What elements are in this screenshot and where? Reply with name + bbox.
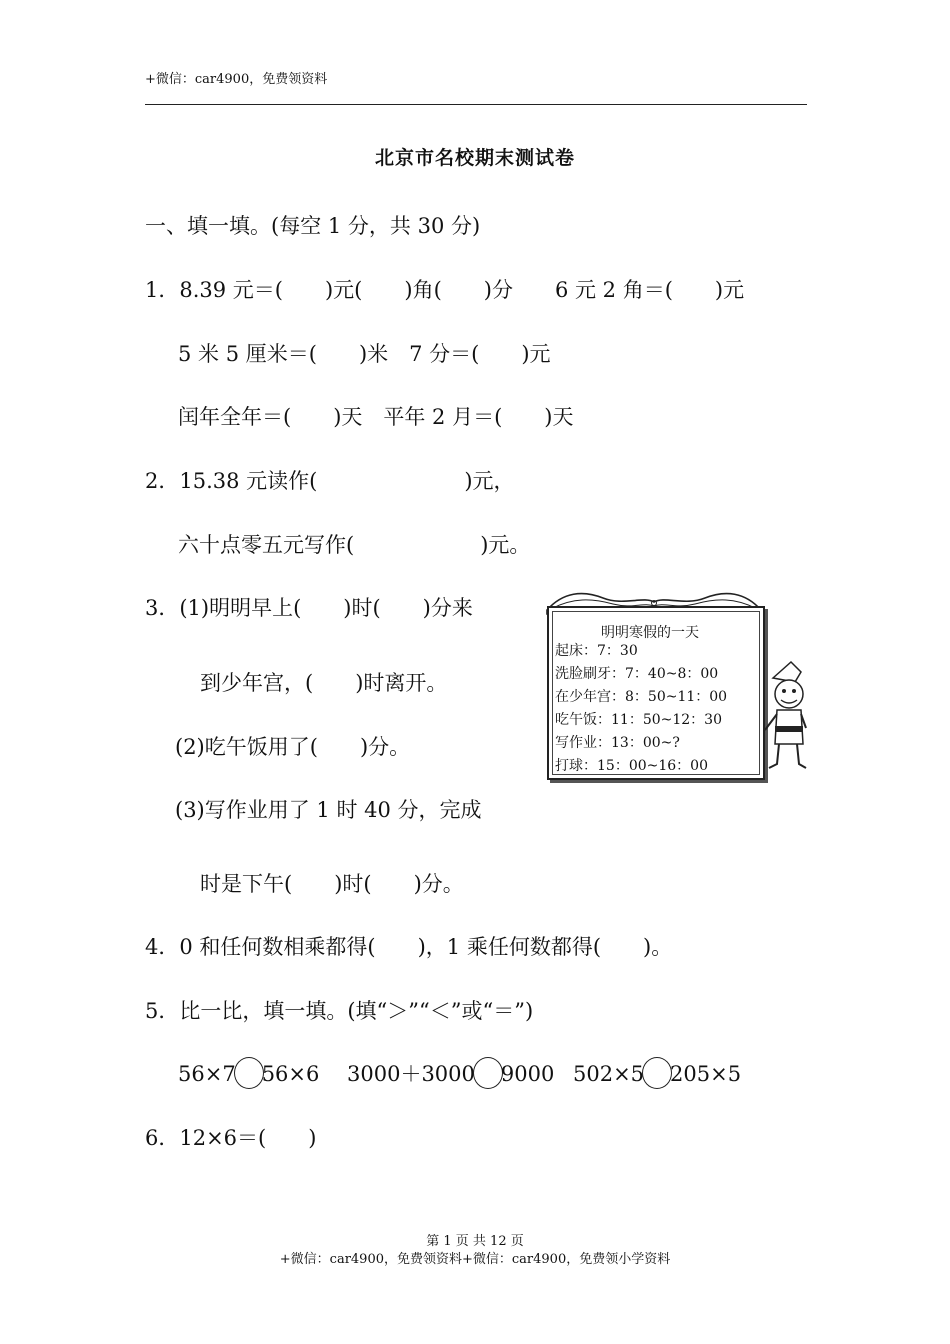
schedule-row: 洗脸刷牙：7：40~8：00 — [555, 666, 719, 682]
answer-circle[interactable] — [473, 1057, 503, 1089]
question-3-line-2: 到少年宫，( )时离开。 — [200, 671, 448, 695]
schedule-row: 打球：15：00~16：00 — [555, 758, 708, 774]
compare-item-2 — [347, 1057, 554, 1089]
schedule-heading: 明明寒假的一天 — [601, 625, 699, 641]
schedule-sign — [543, 588, 807, 780]
header-note: +微信：car4900，免费领资料 — [145, 72, 328, 87]
section-heading: 一、填一填。(每空 1 分，共 30 分) — [145, 214, 481, 238]
question-3-line-3: (2)吃午饭用了( )分。 — [175, 735, 411, 759]
question-1-line-1: 1．8.39 元＝( )元( )角( )分 6 元 2 角＝( )元 — [145, 278, 745, 302]
schedule-row: 写作业：13：00~? — [555, 735, 680, 751]
compare-left: 56×7 — [178, 1062, 236, 1086]
page-title: 北京市名校期末测试卷 — [374, 147, 575, 169]
answer-circle[interactable] — [642, 1057, 672, 1089]
compare-item-3 — [573, 1057, 741, 1089]
question-2-line-2: 六十点零五元写作( )元。 — [178, 533, 531, 557]
compare-item-1 — [178, 1057, 319, 1089]
question-2-line-1: 2．15.38 元读作( )元， — [145, 469, 515, 493]
schedule-row: 在少年宫：8：50~11：00 — [555, 689, 728, 705]
compare-right: 205×5 — [670, 1062, 742, 1086]
compare-right: 9000 — [500, 1062, 555, 1086]
elf-character-icon — [761, 658, 807, 776]
compare-left: 502×5 — [573, 1062, 645, 1086]
question-1-line-2: 5 米 5 厘米＝( )米 7 分＝( )元 — [178, 342, 551, 366]
question-1-line-3: 闰年全年＝( )天 平年 2 月＝( )天 — [178, 405, 574, 429]
answer-circle[interactable] — [234, 1057, 264, 1089]
question-3-line-5: 时是下午( )时( )分。 — [200, 872, 464, 896]
question-6: 6．12×6＝( ) — [145, 1126, 317, 1150]
footer-note: +微信：car4900，免费领资料+微信：car4900，免费领小学资料 — [279, 1252, 671, 1267]
compare-right: 56×6 — [261, 1062, 320, 1086]
schedule-row: 起床：7：30 — [555, 643, 638, 659]
question-5: 5．比一比，填一填。(填“＞”“＜”或“＝”) — [145, 999, 534, 1023]
question-4: 4．0 和任何数相乘都得( )，1 乘任何数都得( )。 — [145, 935, 673, 959]
page-number: 第 1 页 共 12 页 — [426, 1234, 524, 1249]
question-3-line-1: 3．(1)明明早上( )时( )分来 — [145, 596, 473, 620]
question-3-line-4: (3)写作业用了 1 时 40 分，完成 — [175, 798, 482, 822]
compare-left: 3000＋3000 — [347, 1062, 475, 1086]
schedule-row: 吃午饭：11：50~12：30 — [555, 712, 722, 728]
header-divider — [145, 104, 807, 105]
